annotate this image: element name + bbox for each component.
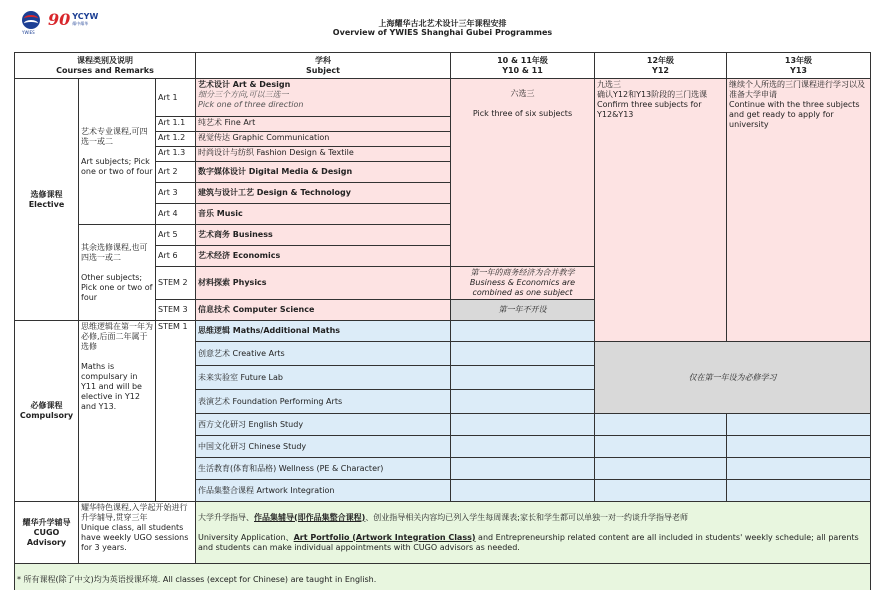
table-header-row — [15, 53, 871, 79]
y1011-pick-cell: 六选三 Pick three of six subjects — [451, 79, 595, 267]
subject-business: 艺术商务 Business — [196, 225, 451, 246]
other-desc: 其余选修课程,也可四选一或二 Other subjects; Pick one or two of four — [79, 225, 156, 321]
course-code: STEM 3 — [156, 300, 196, 321]
course-code: Art 4 — [156, 204, 196, 225]
page-title-cn: 上海耀华古北艺术设计三年课程安排 — [378, 19, 507, 28]
subject-economics: 艺术经济 Economics — [196, 246, 451, 267]
y12-cell — [595, 436, 727, 458]
compulsory-label: 必修课程 Compulsory — [15, 321, 79, 502]
y1011-biz-cell: 第一年的商务经济为合并教学 Business & Economics are combined as one subject — [451, 267, 595, 300]
programme-table — [14, 52, 871, 590]
y13-cell — [727, 436, 871, 458]
subject-wellness: 生活教育(体育和品格) Wellness (PE & Character) — [196, 458, 451, 480]
subject-fashion: 时尚设计与纺织 Fashion Design & Textile — [196, 147, 451, 162]
y1011-cell — [451, 366, 595, 390]
course-code: Art 6 — [156, 246, 196, 267]
cugo-label: 耀华升学辅导 CUGO Advisory — [15, 502, 79, 564]
course-code: STEM 2 — [156, 267, 196, 300]
y1011-cell — [451, 342, 595, 366]
y13-cell — [727, 458, 871, 480]
subject-chinese: 中国文化研习 Chinese Study — [196, 436, 451, 458]
art-desc: 艺术专业课程,可四选一或二 Art subjects; Pick one or two of four — [79, 79, 156, 225]
y13-cell — [727, 480, 871, 502]
subject-digital-media: 数字媒体设计 Digital Media & Design — [196, 162, 451, 183]
y12-cell — [595, 414, 727, 436]
header-y12: 12年级 Y12 — [595, 53, 727, 79]
logo-ycyw-sub: 耀中耀华 — [72, 21, 89, 26]
header-courses: 课程类别及说明 Courses and Remarks — [15, 53, 196, 79]
y1011-cell — [451, 321, 595, 342]
y1011-cell — [451, 480, 595, 502]
table-row — [15, 564, 871, 590]
subject-computer-science: 信息技术 Computer Science — [196, 300, 451, 321]
subject-fine-art: 纯艺术 Fine Art — [196, 117, 451, 132]
subject-design-tech: 建筑与设计工艺 Design & Technology — [196, 183, 451, 204]
logo-90: 90 — [48, 10, 71, 29]
page-title-en: Overview of YWIES Shanghai Gubei Programmes — [332, 28, 553, 37]
subject-english: 西方文化研习 English Study — [196, 414, 451, 436]
subject-artwork-integration: 作品集整合课程 Artwork Integration — [196, 480, 451, 502]
y1011-not-first-year: 第一年不开设 — [451, 300, 595, 321]
header-y13: 13年级 Y13 — [727, 53, 871, 79]
y1011-cell — [451, 458, 595, 480]
logo-ycyw: YCYW — [72, 12, 99, 21]
cugo-desc: 耀华特色课程,入学起开始进行升学辅导,贯穿三年 Unique class, all students have weekly UGO sessions for 3 years. — [79, 502, 196, 564]
compulsory-desc: 思维逻辑在第一年为必修,后面二年属于选修 Maths is compulsary in Y11 and will be elective in Y12 and Y13. — [79, 321, 156, 502]
subject-art-design: 艺术设计 Art & Design 细分三个方向,可以三选一 Pick one of three direction — [196, 79, 451, 117]
course-code: STEM 1 — [156, 321, 196, 502]
course-code: Art 1.3 — [156, 147, 196, 162]
y1011-cell — [451, 414, 595, 436]
y13-cell — [727, 414, 871, 436]
footnote: * 所有课程(除了中文)均为英语授课环境. All classes (except for Chinese) are taught in English. — [15, 564, 871, 590]
table-row — [15, 502, 871, 564]
table-row — [15, 79, 871, 117]
subject-performing-arts: 表演艺术 Foundation Performing Arts — [196, 390, 451, 414]
page-header — [0, 0, 885, 52]
logo-small-text: YWIES — [22, 29, 35, 35]
first-year-only-cell: 仅在第一年设为必修学习 — [595, 342, 871, 414]
course-code: Art 2 — [156, 162, 196, 183]
y13-elective-cell: 继续个人所选的三门课程进行学习以及准备大学申请 Continue with the three subjects and get ready to apply for university — [727, 79, 871, 342]
course-code: Art 1.2 — [156, 132, 196, 147]
subject-music: 音乐 Music — [196, 204, 451, 225]
header-y1011: 10 & 11年级 Y10 & 11 — [451, 53, 595, 79]
y1011-cell — [451, 436, 595, 458]
subject-creative-arts: 创意艺术 Creative Arts — [196, 342, 451, 366]
elective-label: 选修课程 Elective — [15, 79, 79, 321]
subject-maths: 思维逻辑 Maths/Additional Maths — [196, 321, 451, 342]
header-subject: 学科 Subject — [196, 53, 451, 79]
subject-graphic: 视觉传达 Graphic Communication — [196, 132, 451, 147]
y1011-cell — [451, 390, 595, 414]
y12-cell — [595, 480, 727, 502]
subject-physics: 材料探索 Physics — [196, 267, 451, 300]
y12-cell — [595, 458, 727, 480]
y12-elective-cell: 九选三 确认Y12和Y13阶段的三门选课 Confirm three subjects for Y12&Y13 — [595, 79, 727, 342]
cugo-content: 大学升学指导、作品集辅导(即作品集整合课程)、创业指导相关内容均已列入学生每周课表;家长和学生都可以单独一对一约谈升学指导老师 University Application、Art Portfolio (Artwork Integration Class) and Entrepreneurship related content are all included in students' weekly schedule; all parents and students can make individual appointments with CUGO advisors as needed. — [196, 502, 871, 564]
course-code: Art 3 — [156, 183, 196, 204]
course-code: Art 5 — [156, 225, 196, 246]
course-code: Art 1.1 — [156, 117, 196, 132]
course-code: Art 1 — [156, 79, 196, 117]
subject-future-lab: 未来实验室 Future Lab — [196, 366, 451, 390]
